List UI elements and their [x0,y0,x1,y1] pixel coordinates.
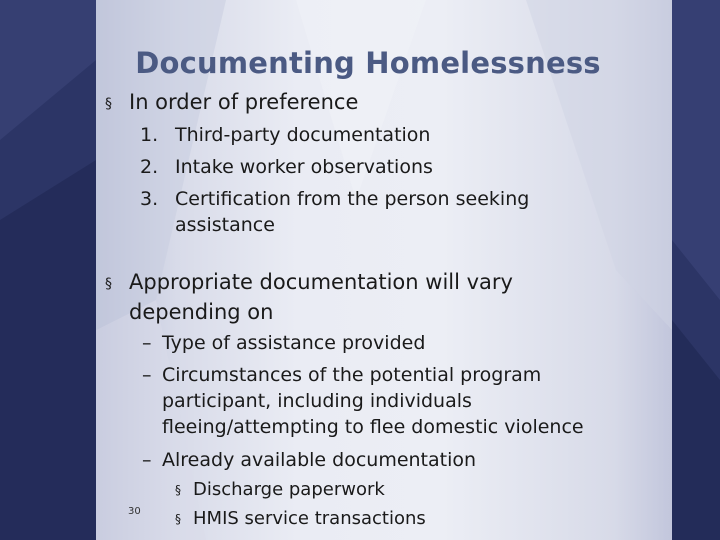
sub-bullet-marker: § [175,483,181,497]
page-number: 30 [128,506,141,517]
item-text-continued: assistance [175,214,275,236]
bullet-text-continued: depending on [129,300,274,324]
dash-text-continued: fleeing/attempting to flee domestic violence [162,416,584,438]
dash-text-continued: participant, including individuals [162,390,472,412]
item-number: 1. [140,124,159,146]
sub-bullet-marker: § [175,512,181,526]
item-text: Intake worker observations [175,156,433,178]
slide-title: Documenting Homelessness [135,46,601,80]
bullet-text: In order of preference [129,90,359,114]
bullet-marker: § [105,96,112,112]
dash-marker: – [142,364,152,386]
dash-text: Type of assistance provided [162,332,426,354]
item-text: Certification from the person seeking [175,188,530,210]
item-number: 3. [140,188,159,210]
dash-marker: – [142,332,152,354]
dash-text: Circumstances of the potential program [162,364,542,386]
dash-marker: – [142,449,152,471]
item-text: Third-party documentation [175,124,431,146]
dash-text: Already available documentation [162,449,477,471]
bullet-marker: § [105,276,112,292]
bullet-text: Appropriate documentation will vary [129,270,513,294]
sub-item-text: Discharge paperwork [193,479,385,500]
item-number: 2. [140,156,159,178]
sub-item-text: HMIS service transactions [193,508,426,529]
